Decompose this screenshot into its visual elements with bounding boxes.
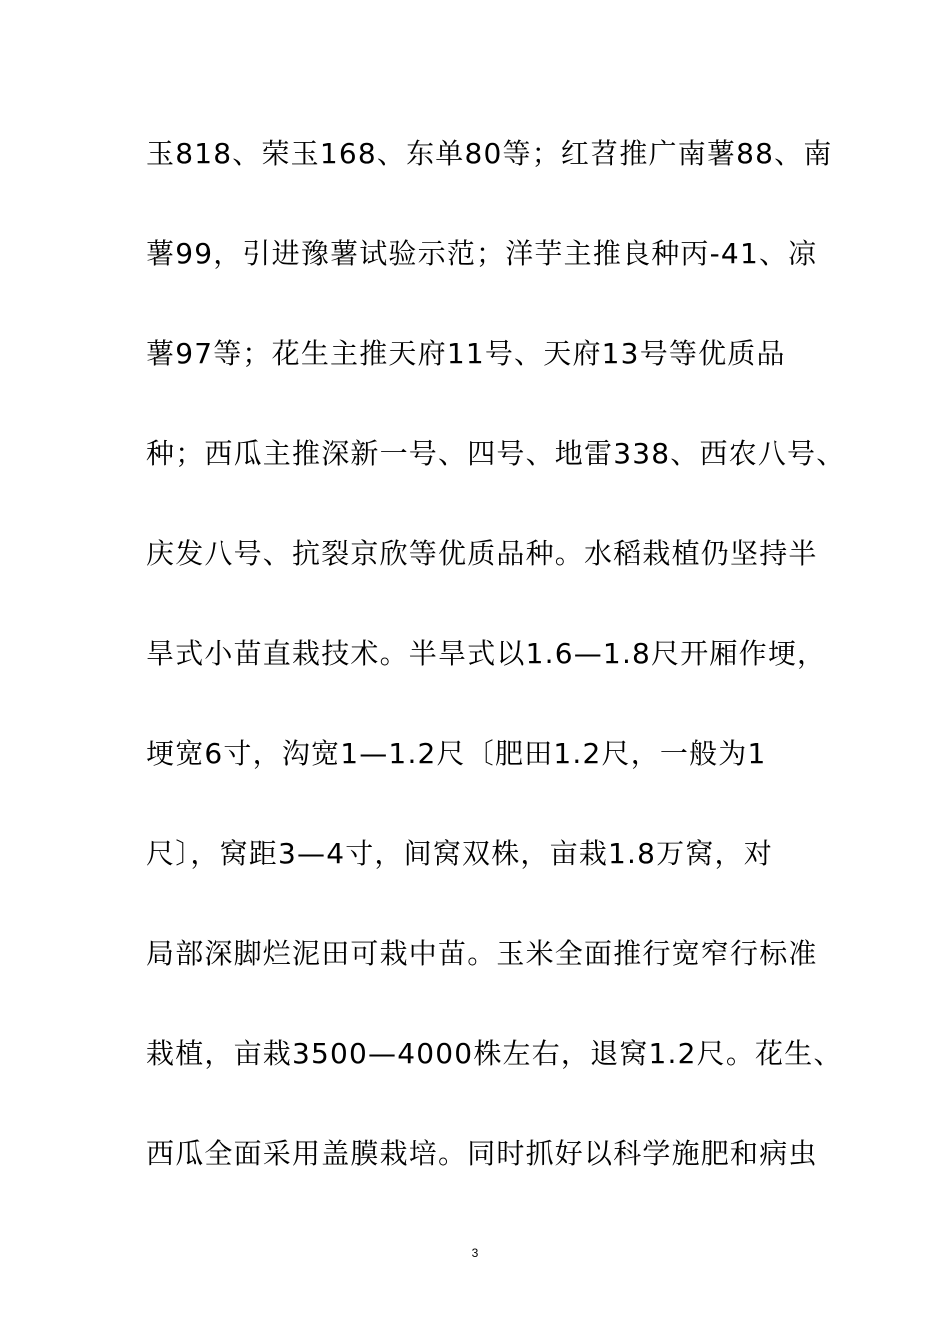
text-line-10: 栽植，亩栽3500—4000株左右，退窝1.2尺。花生、: [146, 1037, 843, 1070]
text-line-3: 薯97等；花生主推天府11号、天府13号等优质品: [146, 337, 786, 370]
text-line-9: 局部深脚烂泥田可栽中苗。玉米全面推行宽窄行标准: [146, 937, 818, 970]
text-line-4: 种；西瓜主推深新一号、四号、地雷338、西农八号、: [146, 437, 846, 470]
text-line-11: 西瓜全面采用盖膜栽培。同时抓好以科学施肥和病虫: [146, 1137, 818, 1170]
text-line-8: 尺〕，窝距3—4寸，间窝双株，亩栽1.8万窝，对: [146, 837, 773, 870]
text-line-2: 薯99，引进豫薯试验示范；洋芋主推良种丙-41、凉: [146, 237, 818, 270]
body-text: [146, 122, 846, 1222]
text-line-7: 埂宽6寸，沟宽1—1.2尺〔肥田1.2尺，一般为1: [146, 737, 767, 770]
text-line-1: 玉818、荣玉168、东单80等；红苕推广南薯88、南: [146, 137, 833, 170]
page-number: 3: [471, 1246, 479, 1260]
text-line-6: 旱式小苗直栽技术。半旱式以1.6—1.8尺开厢作埂，: [146, 637, 827, 670]
text-line-5: 庆发八号、抗裂京欣等优质品种。水稻栽植仍坚持半: [146, 537, 818, 570]
